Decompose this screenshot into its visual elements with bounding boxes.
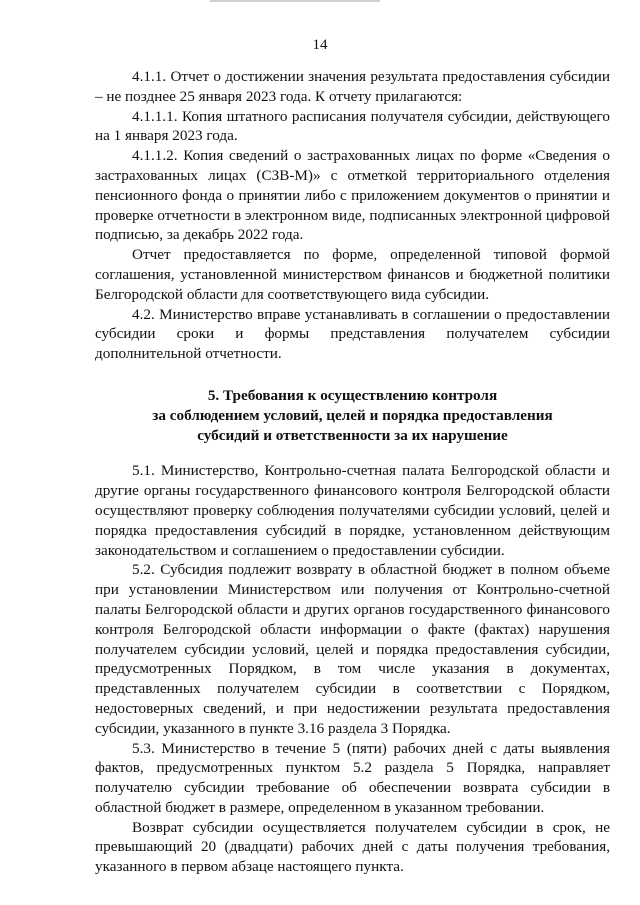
paragraph-refund-term: Возврат субсидии осуществляется получателем субсидии в срок, не превышающий 20 (двадцати) рабочих дней с даты получения требования, указанного в первом абзаце настоящего пункта.	[95, 818, 610, 876]
page-number: 14	[312, 37, 328, 53]
paragraph-4-2: 4.2. Министерство вправе устанавливать в соглашении о предоставлении субсидии сроки и формы представления получателем субсидии дополнительной отчетности.	[95, 305, 610, 363]
paragraph-4-1-1: 4.1.1. Отчет о достижении значения результата предоставления субсидии – не позднее 25 января 2023 года. К отчету прилагаются:	[95, 68, 610, 105]
paragraph-5-1: 5.1. Министерство, Контрольно-счетная палата Белгородской области и другие органы государственного финансового контроля Белгородской области осуществляют проверку соблюдения получателями субсидии условий, целей и порядка предоставления субсидий в порядке, установленном действующим законодательством и соглашением о предоставлении субсидии.	[95, 462, 610, 559]
paragraph-report-form: Отчет предоставляется по форме, определенной типовой формой соглашения, установленной министерством финансов и бюджетной политики Белгородской области для соответствующего вида субсидии.	[95, 246, 610, 303]
paragraph-5-3: 5.3. Министерство в течение 5 (пяти) рабочих дней с даты выявления фактов, предусмотренных пунктом 5.2 раздела 5 Порядка, направляет получателю субсидии требование об обеспечении возврата субсидии в областной бюджет в размере, определенном в указанном требовании.	[95, 739, 610, 816]
section-heading-line: за соблюдением условий, целей и порядка предоставления	[152, 406, 553, 424]
paragraph-4-1-1-2: 4.1.1.2. Копия сведений о застрахованных лицах по форме «Сведения о застрахованных лицах (СЗВ-М)» с отметкой территориального отделения пенсионного фонда о принятии либо с приложением документов о принятии и проверке отчетности в электронном виде, подписанных электронной цифровой подписью, за декабрь 2022 года.	[95, 147, 610, 244]
section-heading-line: 5. Требования к осуществлению контроля	[207, 386, 498, 404]
section-heading-line: субсидий и ответственности за их нарушение	[197, 426, 508, 444]
scan-edge-mark	[210, 0, 380, 2]
paragraph-4-1-1-1: 4.1.1.1. Копия штатного расписания получателя субсидии, действующего на 1 января 2023 года.	[95, 107, 610, 145]
document-body	[95, 67, 610, 877]
paragraph-5-2: 5.2. Субсидия подлежит возврату в областной бюджет в полном объеме при установлении Министерством или получения от Контрольно-счетной палаты Белгородской области и других органов государственного финансового контроля Белгородской области информации о факте (фактах) нарушения получателем субсидии условий, целей и порядка предоставления субсидии, предусмотренных Порядком, в том числе указания в документах, представленных получателем субсидии в соответствии с Порядком, недостоверных сведений, и при недостижении результата предоставления субсидии, указанного в пункте 3.16 раздела 3 Порядка.	[95, 561, 610, 737]
section-5-heading	[95, 386, 610, 445]
